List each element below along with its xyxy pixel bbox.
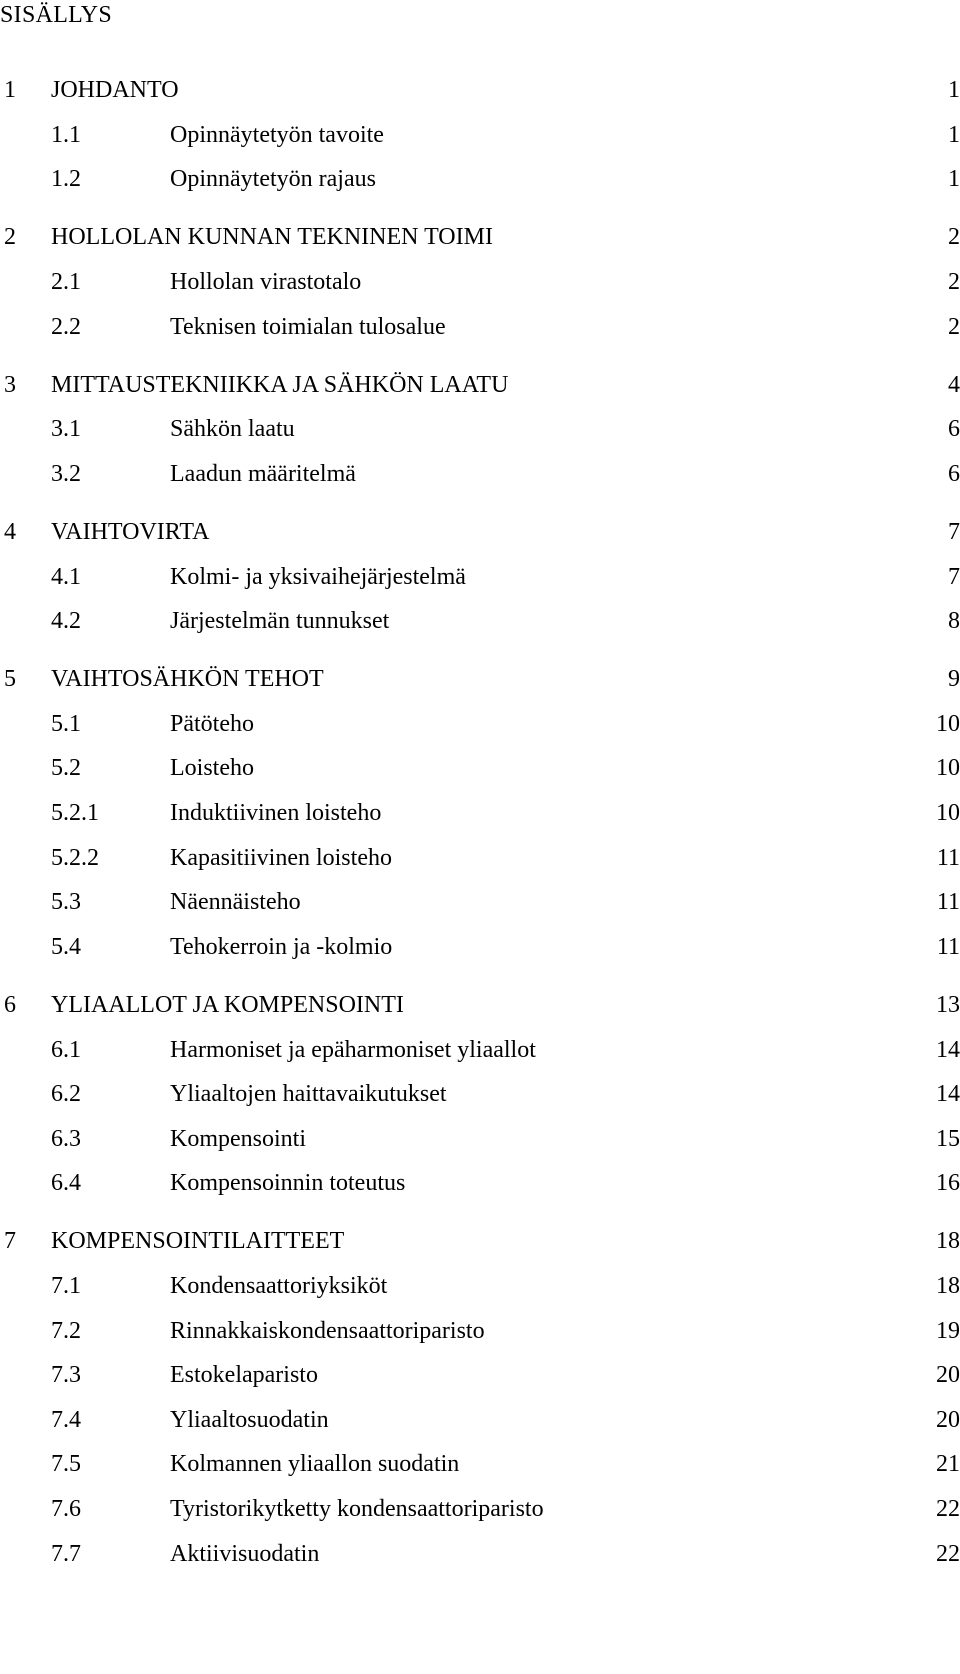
toc-entry-page-number: 14	[936, 1081, 960, 1108]
toc-entry-title: YLIAALLOT JA KOMPENSOINTI	[51, 991, 404, 1018]
toc-entry-page-number: 9	[948, 666, 960, 693]
toc-entry-title: Laadun määritelmä	[170, 460, 356, 487]
toc-entry-number: 4.1	[51, 563, 81, 590]
toc-entry-title: HOLLOLAN KUNNAN TEKNINEN TOIMI	[51, 224, 493, 251]
toc-entry-title: Aktiivisuodatin	[170, 1540, 320, 1567]
toc-section-entry	[0, 606, 960, 636]
toc-entry-page-number: 4	[948, 371, 960, 398]
toc-chapter-entry	[0, 222, 960, 252]
toc-entry-page-number: 14	[936, 1036, 960, 1063]
toc-entry-number: 6.1	[51, 1036, 81, 1063]
toc-section-entry	[0, 1539, 960, 1569]
toc-entry-number: 5.2	[51, 755, 81, 782]
toc-entry-page-number: 2	[948, 313, 960, 340]
toc-entry-number: 6.4	[51, 1170, 81, 1197]
toc-entry-number: 7.4	[51, 1406, 81, 1433]
toc-chapter-entry	[0, 990, 960, 1020]
toc-section-entry	[0, 1405, 960, 1435]
toc-entry-title: Hollolan virastotalo	[170, 268, 362, 295]
toc-entry-number: 1.1	[51, 121, 81, 148]
toc-entry-title: Loisteho	[170, 755, 254, 782]
toc-entry-number: 7	[4, 1228, 16, 1255]
toc-entry-page-number: 7	[948, 518, 960, 545]
toc-section-entry	[0, 562, 960, 592]
toc-entry-number: 6.2	[51, 1081, 81, 1108]
toc-entry-title: Kapasitiivinen loisteho	[170, 844, 392, 871]
toc-section-entry	[0, 932, 960, 962]
toc-entry-page-number: 13	[936, 991, 960, 1018]
toc-chapter-entry	[0, 664, 960, 694]
toc-entry-page-number: 22	[936, 1496, 960, 1522]
toc-entry-title: VAIHTOSÄHKÖN TEHOT	[51, 666, 324, 693]
toc-entry-number: 2.2	[51, 313, 81, 340]
toc-entry-page-number: 8	[948, 608, 960, 635]
toc-section-entry	[0, 312, 960, 342]
toc-entry-number: 4.2	[51, 608, 81, 635]
toc-entry-title: Sähkön laatu	[170, 416, 295, 443]
toc-entry-number: 2.1	[51, 268, 81, 295]
toc-section-entry	[0, 843, 960, 873]
toc-entry-number: 7.5	[51, 1451, 81, 1478]
toc-entry-number: 6.3	[51, 1125, 81, 1152]
toc-entry-title: Harmoniset ja epäharmoniset yliaallot	[170, 1036, 536, 1063]
toc-entry-page-number: 1	[948, 77, 960, 103]
toc-entry-number: 7.1	[51, 1273, 81, 1299]
toc-entry-title: Teknisen toimialan tulosalue	[170, 313, 446, 340]
toc-entry-title: Tehokerroin ja -kolmio	[170, 933, 393, 960]
toc-entry-page-number: 2	[948, 268, 960, 295]
toc-entry-page-number: 10	[936, 800, 960, 826]
toc-section-entry	[0, 459, 960, 489]
toc-entry-title: KOMPENSOINTILAITTEET	[51, 1228, 345, 1255]
toc-entry-page-number: 1	[948, 166, 960, 193]
toc-section-entry	[0, 1168, 960, 1198]
toc-entry-page-number: 18	[936, 1273, 960, 1299]
toc-entry-title: Tyristorikytketty kondensaattoriparisto	[170, 1496, 544, 1522]
toc-entry-page-number: 20	[936, 1406, 960, 1433]
toc-entry-title: Estokelaparisto	[170, 1362, 318, 1389]
toc-entry-number: 5.2.1	[51, 800, 99, 826]
toc-entry-number: 7.7	[51, 1540, 81, 1567]
toc-entry-title: Yliaaltosuodatin	[170, 1406, 329, 1433]
toc-chapter-entry	[0, 370, 960, 400]
toc-section-entry	[0, 120, 960, 150]
toc-chapter-entry	[0, 517, 960, 547]
toc-entry-page-number: 1	[948, 121, 960, 148]
toc-entry-page-number: 15	[936, 1125, 960, 1152]
toc-entry-page-number: 18	[936, 1228, 960, 1255]
toc-entry-number: 7.2	[51, 1317, 81, 1344]
toc-entry-number: 5	[4, 666, 16, 693]
toc-entry-page-number: 2	[948, 224, 960, 251]
toc-entry-page-number: 20	[936, 1362, 960, 1389]
toc-entry-number: 4	[4, 518, 16, 545]
toc-entry-title: Kondensaattoriyksiköt	[170, 1273, 388, 1299]
toc-section-entry	[0, 1449, 960, 1479]
toc-entry-number: 3	[4, 371, 16, 398]
toc-entry-title: Kompensointi	[170, 1125, 306, 1152]
toc-entry-title: Kompensoinnin toteutus	[170, 1170, 406, 1197]
toc-section-entry	[0, 267, 960, 297]
toc-entry-number: 7.3	[51, 1362, 81, 1389]
toc-section-entry	[0, 1035, 960, 1065]
toc-entry-number: 5.1	[51, 710, 81, 737]
toc-section-entry	[0, 1079, 960, 1109]
toc-section-entry	[0, 798, 960, 828]
toc-entry-title: JOHDANTO	[51, 77, 179, 103]
toc-entry-page-number: 19	[936, 1317, 960, 1344]
toc-entry-page-number: 22	[936, 1540, 960, 1567]
toc-entry-number: 6	[4, 991, 16, 1018]
toc-entry-title: Opinnäytetyön tavoite	[170, 121, 384, 148]
toc-section-entry	[0, 1360, 960, 1390]
toc-entry-number: 5.3	[51, 889, 81, 916]
toc-section-entry	[0, 709, 960, 739]
toc-entry-title: Rinnakkaiskondensaattoriparisto	[170, 1317, 485, 1344]
toc-section-entry	[0, 1316, 960, 1346]
toc-entry-title: Induktiivinen loisteho	[170, 800, 382, 826]
toc-entry-title: Järjestelmän tunnukset	[170, 608, 390, 635]
toc-entry-page-number: 11	[936, 889, 960, 916]
toc-entry-title: Pätöteho	[170, 710, 254, 737]
toc-entry-number: 1.2	[51, 166, 81, 193]
toc-section-entry	[0, 1124, 960, 1154]
toc-section-entry	[0, 1271, 960, 1301]
toc-entry-page-number: 10	[936, 710, 960, 737]
toc-entry-title: Yliaaltojen haittavaikutukset	[170, 1081, 447, 1108]
toc-entry-number: 3.2	[51, 460, 81, 487]
toc-entry-page-number: 6	[948, 416, 960, 443]
toc-entry-number: 3.1	[51, 416, 81, 443]
toc-entry-number: 5.2.2	[51, 844, 99, 871]
toc-entry-number: 7.6	[51, 1496, 81, 1522]
toc-entry-title: Kolmi- ja yksivaihejärjestelmä	[170, 563, 466, 590]
toc-entry-number: 1	[4, 77, 16, 103]
toc-entry-page-number: 21	[936, 1451, 960, 1478]
toc-chapter-entry	[0, 1226, 960, 1256]
toc-entry-title: Kolmannen yliaallon suodatin	[170, 1451, 460, 1478]
toc-entry-number: 2	[4, 224, 16, 251]
toc-section-entry	[0, 164, 960, 194]
toc-section-entry	[0, 887, 960, 917]
toc-section-entry	[0, 753, 960, 783]
toc-entry-title: VAIHTOVIRTA	[51, 518, 210, 545]
toc-entry-page-number: 10	[936, 755, 960, 782]
toc-section-entry	[0, 414, 960, 444]
toc-entry-page-number: 11	[936, 933, 960, 960]
toc-entry-number: 5.4	[51, 933, 81, 960]
toc-entry-title: MITTAUSTEKNIIKKA JA SÄHKÖN LAATU	[51, 371, 509, 398]
toc-entry-page-number: 6	[948, 460, 960, 487]
toc-section-entry	[0, 1494, 960, 1524]
toc-entry-title: Opinnäytetyön rajaus	[170, 166, 376, 193]
toc-entry-page-number: 7	[948, 563, 960, 590]
toc-entry-page-number: 11	[936, 844, 960, 871]
toc-title: SISÄLLYS	[0, 2, 113, 28]
toc-entry-page-number: 16	[936, 1170, 960, 1197]
toc-chapter-entry	[0, 75, 960, 105]
toc-entry-title: Näennäisteho	[170, 889, 301, 916]
